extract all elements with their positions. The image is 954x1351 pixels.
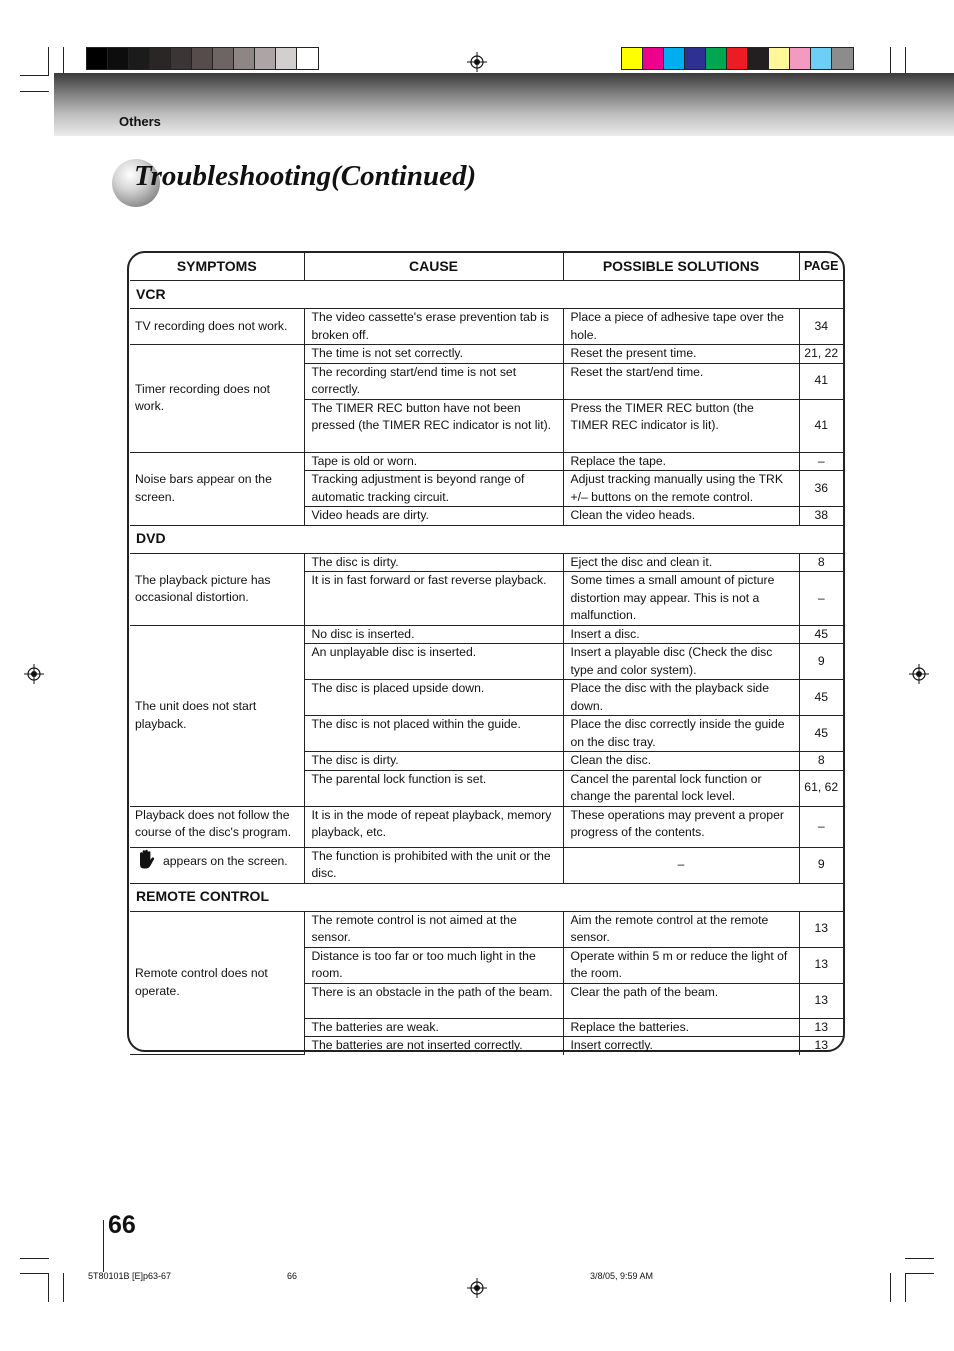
cause-cell: The disc is not placed within the guide.	[304, 716, 563, 752]
hand-icon	[137, 849, 155, 869]
solution-cell: Aim the remote control at the remote sensor.	[563, 911, 799, 947]
color-calibration-bar	[621, 47, 854, 70]
registration-mark-icon	[24, 664, 44, 684]
calibration-swatch	[811, 48, 832, 69]
cause-cell: The remote control is not aimed at the sensor.	[304, 911, 563, 947]
page-cell: 61, 62	[799, 770, 843, 806]
cause-cell: The disc is dirty.	[304, 553, 563, 572]
solution-cell: Replace the tape.	[563, 452, 799, 471]
symptom-cell	[130, 847, 304, 883]
symptom-cell: TV recording does not work.	[130, 309, 304, 345]
solution-cell: Place a piece of adhesive tape over the hole.	[563, 309, 799, 345]
symptom-cell: Noise bars appear on the screen.	[130, 452, 304, 525]
solution-cell: Adjust tracking manually using the TRK +/– buttons on the remote control.	[563, 471, 799, 507]
calibration-swatch	[255, 48, 276, 69]
grayscale-calibration-bar	[86, 47, 319, 70]
cause-cell: The time is not set correctly.	[304, 345, 563, 364]
page-cell: –	[799, 572, 843, 626]
header-band	[54, 73, 954, 136]
troubleshooting-table	[130, 253, 843, 1055]
page-title: Troubleshooting(Continued)	[134, 160, 477, 192]
solution-cell: Clean the disc.	[563, 752, 799, 771]
page-cell: 8	[799, 752, 843, 771]
page-cell: 8	[799, 553, 843, 572]
table-row	[130, 345, 843, 364]
cause-cell: Video heads are dirty.	[304, 507, 563, 526]
calibration-swatch	[171, 48, 192, 69]
symptom-text: appears on the screen.	[163, 853, 288, 868]
page-cell: 13	[799, 911, 843, 947]
solution-cell: Place the disc with the playback side down.	[563, 680, 799, 716]
page-cell: 21, 22	[799, 345, 843, 364]
solution-cell: –	[563, 847, 799, 883]
solution-cell: Place the disc correctly inside the guide on the disc tray.	[563, 716, 799, 752]
solution-cell: These operations may prevent a proper progress of the contents.	[563, 806, 799, 847]
symptom-cell: Remote control does not operate.	[130, 911, 304, 1055]
table-row	[130, 625, 843, 644]
solution-cell: Press the TIMER REC button (the TIMER REC indicator is lit).	[563, 399, 799, 452]
table-row	[130, 847, 843, 883]
page-cell: 45	[799, 625, 843, 644]
cause-cell: Tracking adjustment is beyond range of automatic tracking circuit.	[304, 471, 563, 507]
symptom-cell: The playback picture has occasional distortion.	[130, 553, 304, 625]
section-label: Others	[119, 114, 161, 129]
calibration-swatch	[108, 48, 129, 69]
symptom-cell: Timer recording does not work.	[130, 345, 304, 453]
calibration-swatch	[87, 48, 108, 69]
page-cell: 13	[799, 947, 843, 983]
solution-cell: Replace the batteries.	[563, 1018, 799, 1037]
calibration-swatch	[276, 48, 297, 69]
solution-cell: Reset the start/end time.	[563, 363, 799, 399]
cause-cell: The function is prohibited with the unit or the disc.	[304, 847, 563, 883]
table-row	[130, 452, 843, 471]
registration-mark-icon	[467, 1278, 487, 1298]
solution-cell: Clean the video heads.	[563, 507, 799, 526]
cause-cell: An unplayable disc is inserted.	[304, 644, 563, 680]
page-cell: 9	[799, 847, 843, 883]
solution-cell: Insert correctly.	[563, 1037, 799, 1055]
table-row	[130, 309, 843, 345]
calibration-swatch	[832, 48, 853, 69]
table-row	[130, 911, 843, 947]
table-header-row	[130, 253, 843, 281]
solution-cell: Eject the disc and clean it.	[563, 553, 799, 572]
solution-cell: Operate within 5 m or reduce the light of the room.	[563, 947, 799, 983]
calibration-swatch	[622, 48, 643, 69]
calibration-swatch	[790, 48, 811, 69]
calibration-swatch	[297, 48, 318, 69]
cause-cell: There is an obstacle in the path of the beam.	[304, 983, 563, 1018]
solution-cell: Insert a disc.	[563, 625, 799, 644]
calibration-swatch	[727, 48, 748, 69]
table-row	[130, 553, 843, 572]
page-cell: 13	[799, 1037, 843, 1055]
page-cell: 13	[799, 1018, 843, 1037]
cause-cell: It is in fast forward or fast reverse playback.	[304, 572, 563, 626]
calibration-swatch	[129, 48, 150, 69]
footer-datetime: 3/8/05, 9:59 AM	[590, 1271, 654, 1281]
symptom-cell: The unit does not start playback.	[130, 625, 304, 806]
calibration-swatch	[685, 48, 706, 69]
calibration-swatch	[213, 48, 234, 69]
page-cell: –	[799, 806, 843, 847]
cause-cell: The TIMER REC button have not been pressed (the TIMER REC indicator is not lit).	[304, 399, 563, 452]
section-title: REMOTE CONTROL	[130, 883, 843, 911]
cause-cell: No disc is inserted.	[304, 625, 563, 644]
page-cell: –	[799, 452, 843, 471]
column-header-symptoms: SYMPTOMS	[130, 253, 304, 281]
calibration-swatch	[664, 48, 685, 69]
page-cell: 45	[799, 680, 843, 716]
calibration-swatch	[769, 48, 790, 69]
page-cell: 38	[799, 507, 843, 526]
section-title: VCR	[130, 281, 843, 309]
page-cell: 13	[799, 983, 843, 1018]
symptom-cell: Playback does not follow the course of the disc's program.	[130, 806, 304, 847]
section-row-remote-control	[130, 883, 843, 911]
solution-cell: Reset the present time.	[563, 345, 799, 364]
section-row-vcr	[130, 281, 843, 309]
section-title: DVD	[130, 525, 843, 553]
page-cell: 34	[799, 309, 843, 345]
calibration-swatch	[150, 48, 171, 69]
cause-cell: The disc is dirty.	[304, 752, 563, 771]
page-number-rule	[103, 1220, 104, 1272]
solution-cell: Cancel the parental lock function or change the parental lock level.	[563, 770, 799, 806]
column-header-cause: CAUSE	[304, 253, 563, 281]
page-cell: 45	[799, 716, 843, 752]
calibration-swatch	[234, 48, 255, 69]
cause-cell: The recording start/end time is not set correctly.	[304, 363, 563, 399]
cause-cell: The batteries are not inserted correctly.	[304, 1037, 563, 1055]
solution-cell: Clear the path of the beam.	[563, 983, 799, 1018]
page-cell: 9	[799, 644, 843, 680]
cause-cell: The parental lock function is set.	[304, 770, 563, 806]
page-cell: 41	[799, 399, 843, 452]
calibration-swatch	[748, 48, 769, 69]
calibration-swatch	[706, 48, 727, 69]
calibration-swatch	[192, 48, 213, 69]
page-cell: 41	[799, 363, 843, 399]
cause-cell: Tape is old or worn.	[304, 452, 563, 471]
cause-cell: The disc is placed upside down.	[304, 680, 563, 716]
cause-cell: It is in the mode of repeat playback, memory playback, etc.	[304, 806, 563, 847]
cause-cell: The video cassette's erase prevention tab is broken off.	[304, 309, 563, 345]
registration-mark-icon	[467, 52, 487, 72]
footer-file: 5T80101B [E]p63-67	[88, 1271, 172, 1281]
footer-sheet: 66	[287, 1271, 298, 1281]
cause-cell: Distance is too far or too much light in the room.	[304, 947, 563, 983]
section-row-dvd	[130, 525, 843, 553]
column-header-solutions: POSSIBLE SOLUTIONS	[563, 253, 799, 281]
page-cell: 36	[799, 471, 843, 507]
solution-cell: Some times a small amount of picture distortion may appear. This is not a malfunction.	[563, 572, 799, 626]
column-header-page: PAGE	[799, 253, 843, 281]
table-row	[130, 806, 843, 847]
solution-cell: Insert a playable disc (Check the disc type and color system).	[563, 644, 799, 680]
cause-cell: The batteries are weak.	[304, 1018, 563, 1037]
page-number: 66	[108, 1211, 136, 1239]
calibration-swatch	[643, 48, 664, 69]
registration-mark-icon	[909, 664, 929, 684]
